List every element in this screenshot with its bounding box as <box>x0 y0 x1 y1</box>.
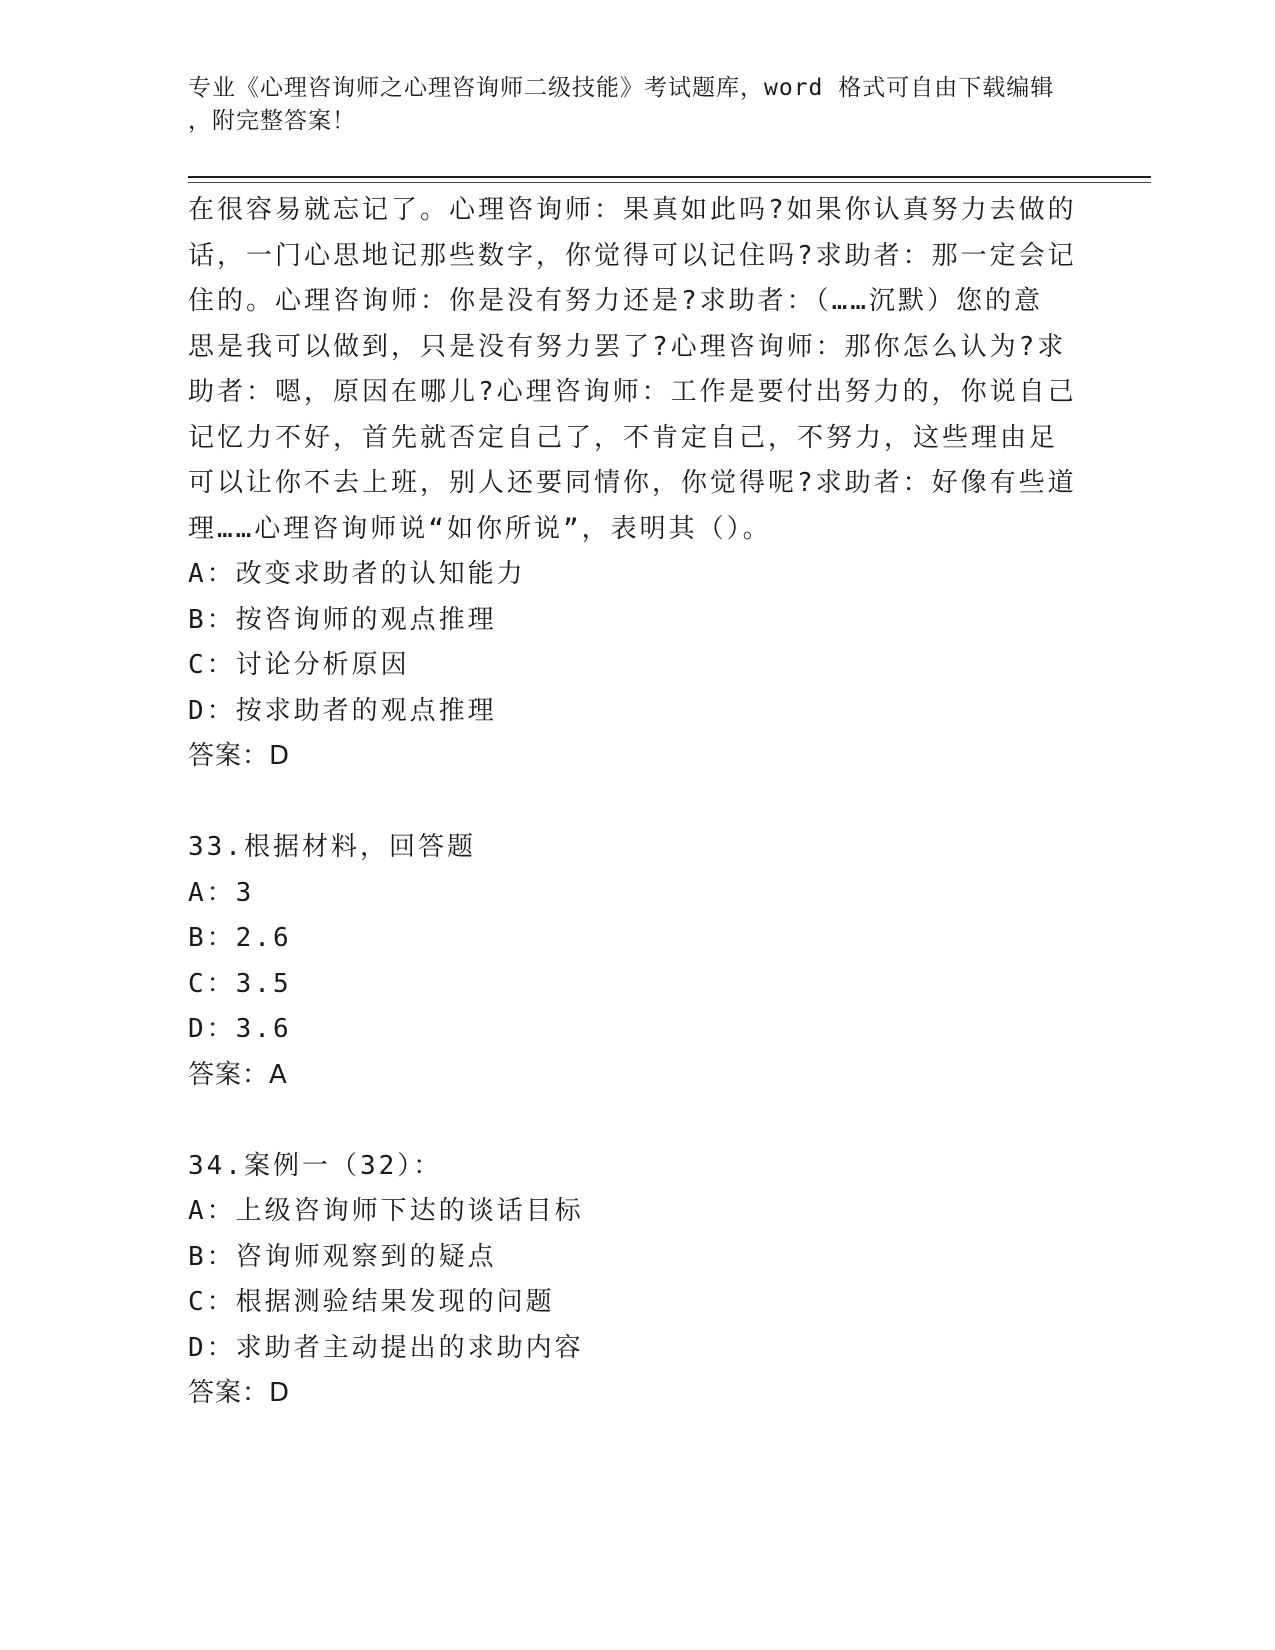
passage-line: 理……心理咨询师说“如你所说”，表明其（）。 <box>188 513 772 544</box>
passage-line: 在很容易就忘记了。心理咨询师：果真如此吗?如果你认真努力去做的 <box>188 195 1077 225</box>
option-b: B：咨询师观察到的疑点 <box>188 1241 497 1272</box>
question-32-passage <box>188 188 1088 552</box>
option-d: D：求助者主动提出的求助内容 <box>188 1332 584 1363</box>
option-b: B：按咨询师的观点推理 <box>188 604 497 635</box>
passage-line: 记忆力不好，首先就否定自己了，不肯定自己，不努力，这些理由足 <box>188 422 1059 453</box>
spacer <box>188 780 1088 826</box>
option-d: D：按求助者的观点推理 <box>188 695 497 726</box>
header-line-2: ，附完整答案！ <box>188 108 356 134</box>
header-divider-thick <box>188 176 1151 178</box>
answer-label: 答案：D <box>188 1378 291 1408</box>
document-body <box>188 188 1088 1417</box>
option-d: D：3.6 <box>188 1014 292 1044</box>
question-33 <box>188 825 1088 1098</box>
question-34 <box>188 1144 1088 1417</box>
passage-line: 住的。心理咨询师：你是没有努力还是?求助者：（……沉默）您的意 <box>188 286 1043 316</box>
answer-label: 答案：A <box>188 1059 288 1090</box>
option-b: B：2.6 <box>188 923 292 953</box>
passage-line: 可以让你不去上班，别人还要同情你，你觉得呢?求助者：好像有些道 <box>188 468 1077 498</box>
option-c: C：3.5 <box>188 968 292 999</box>
option-a: A：上级咨询师下达的谈话目标 <box>188 1196 584 1226</box>
option-a: A：改变求助者的认知能力 <box>188 559 526 589</box>
option-a: A：3 <box>188 877 255 908</box>
document-header <box>188 72 1068 138</box>
passage-line: 助者：嗯，原因在哪儿?心理咨询师：工作是要付出努力的，你说自己 <box>188 377 1077 407</box>
question-stem: 34.案例一（32）： <box>188 1150 443 1181</box>
option-c: C：根据测验结果发现的问题 <box>188 1287 555 1317</box>
answer-label: 答案：D <box>188 741 291 771</box>
option-c: C：讨论分析原因 <box>188 650 410 680</box>
question-stem: 33.根据材料，回答题 <box>188 832 476 862</box>
header-divider-thin <box>188 182 1151 183</box>
passage-line: 思是我可以做到，只是没有努力罢了?心理咨询师：那你怎么认为?求 <box>188 331 1067 362</box>
passage-line: 话，一门心思地记那些数字，你觉得可以记住吗?求助者：那一定会记 <box>188 240 1077 271</box>
spacer <box>188 1098 1088 1144</box>
header-line-1: 专业《心理咨询师之心理咨询师二级技能》考试题库，word 格式可自由下载编辑 <box>188 75 1055 101</box>
question-32-options <box>188 552 1088 780</box>
